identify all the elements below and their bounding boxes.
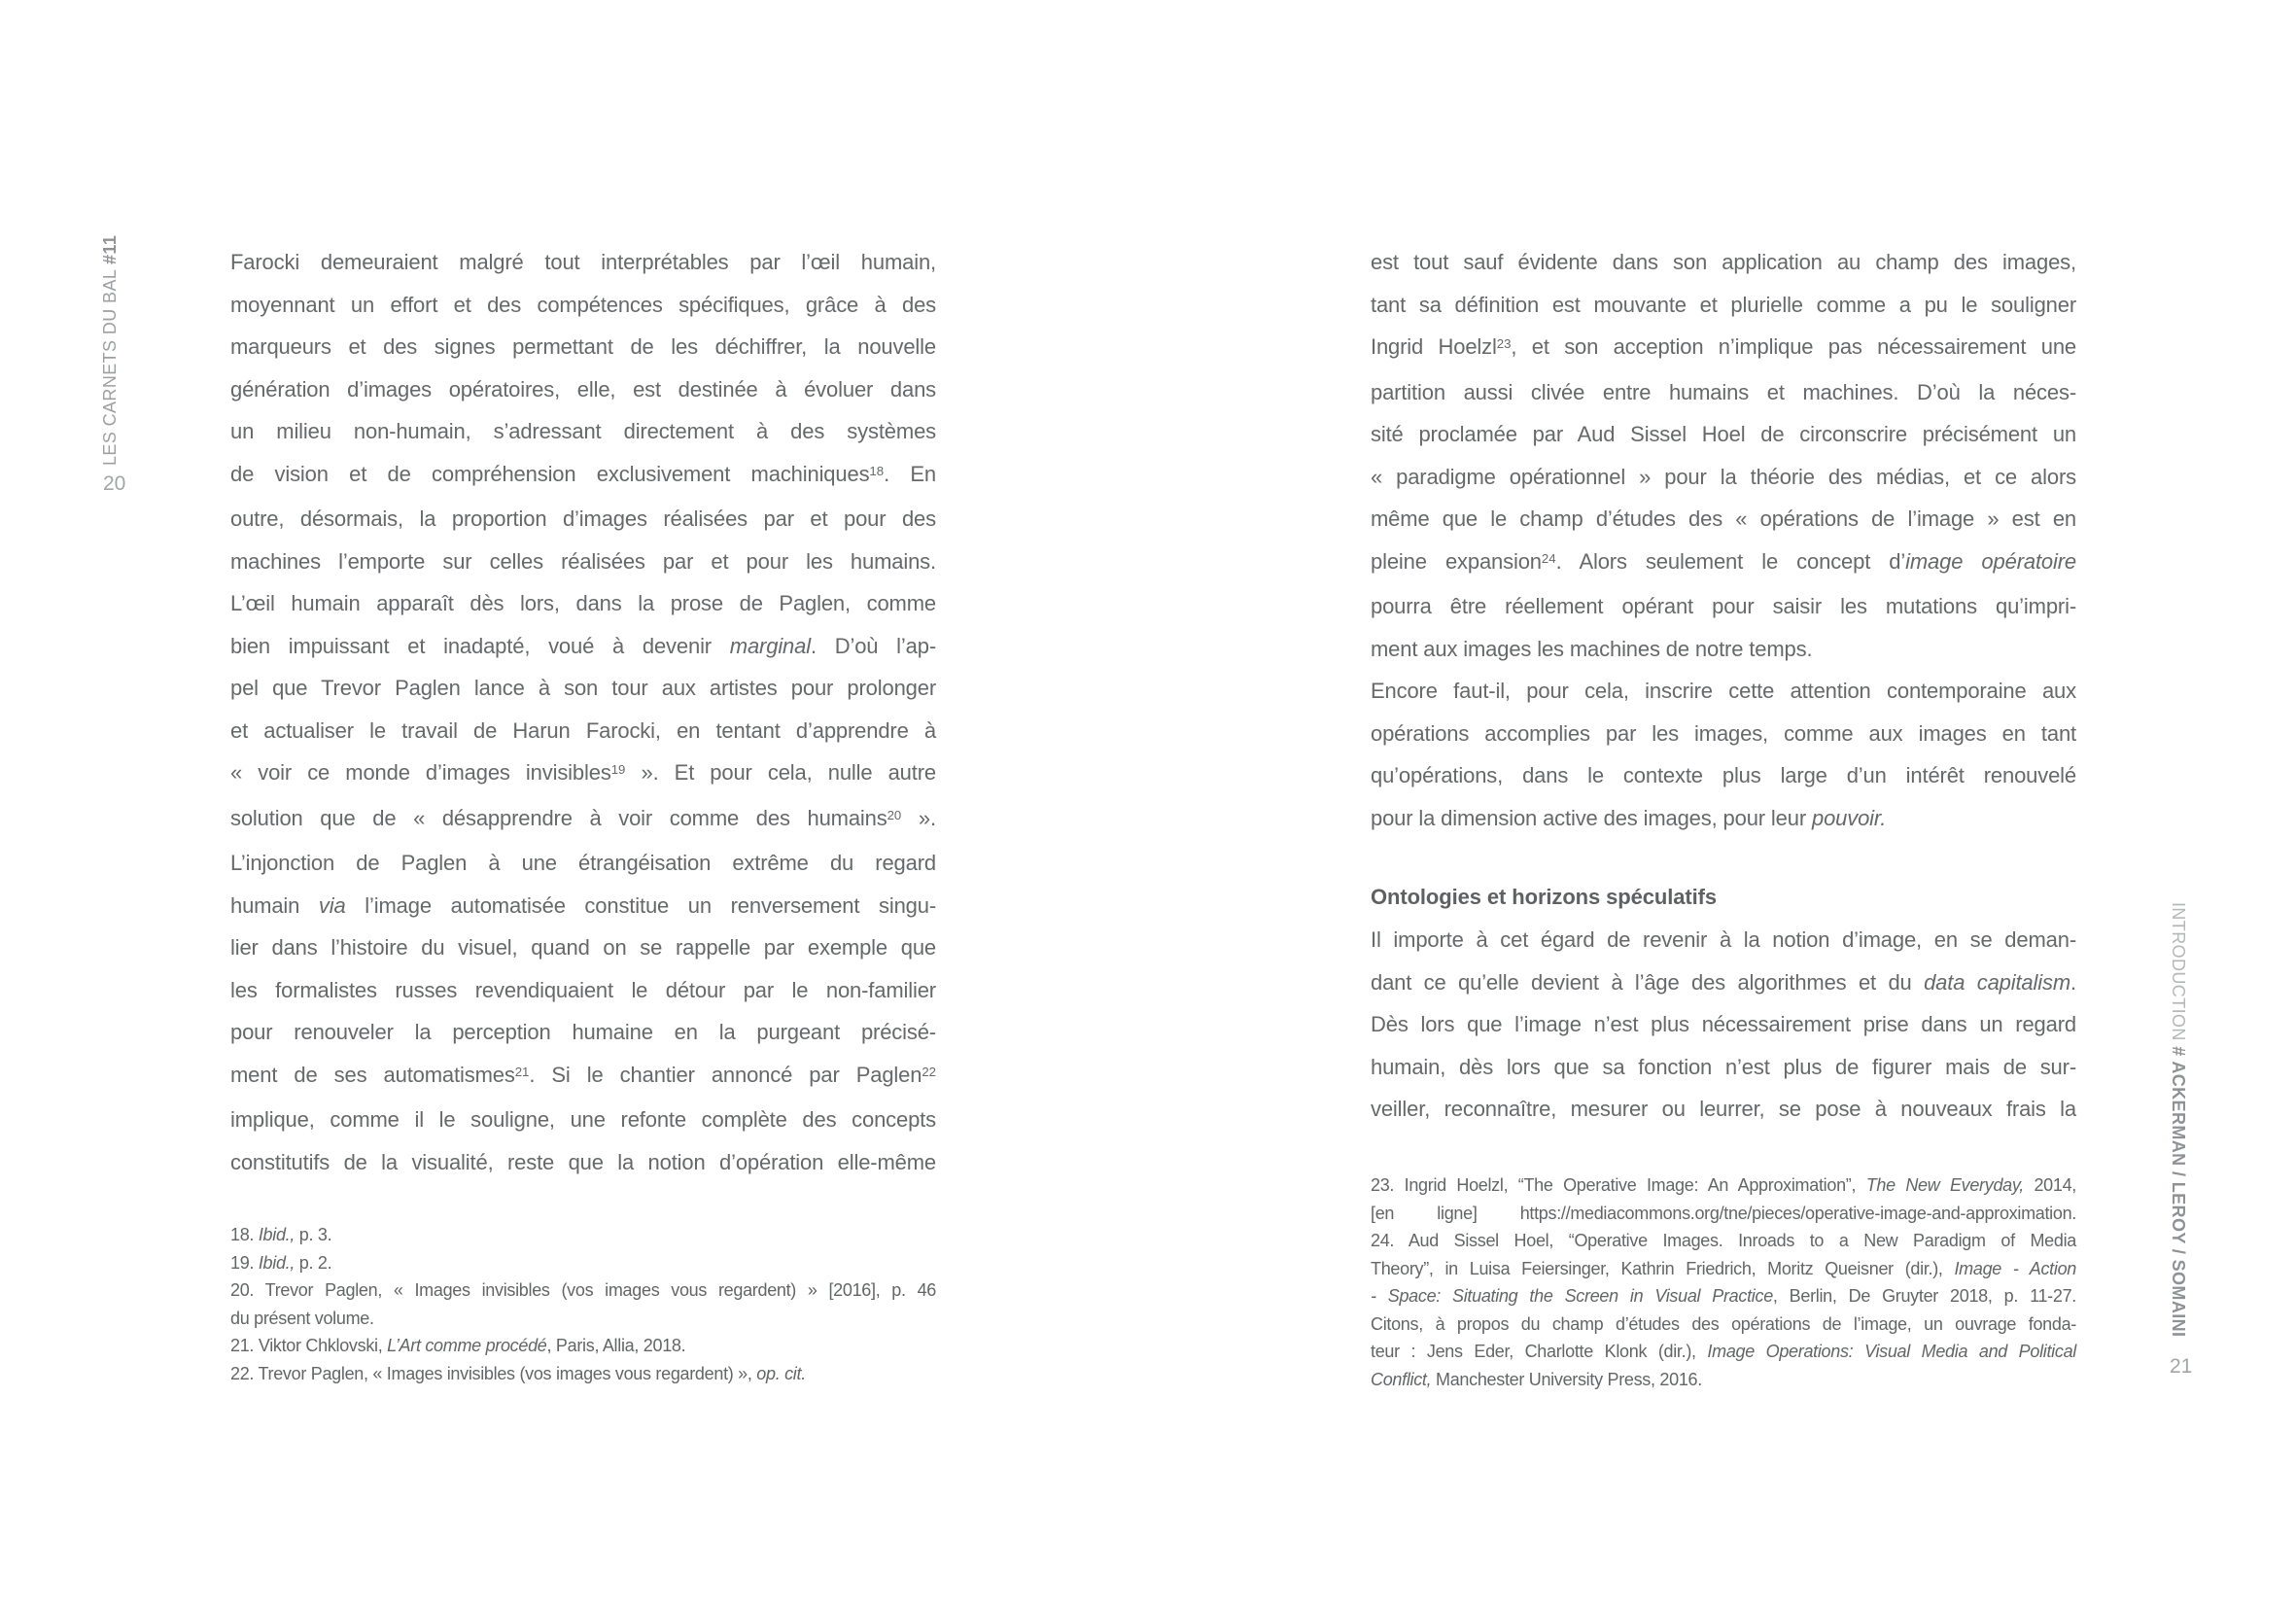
- text-line: pourra être réellement opérant pour saisir les mutations qu’impri-: [1371, 594, 2076, 618]
- text-line: « paradigme opérationnel » pour la théorie des médias, et ce alors: [1371, 464, 2076, 489]
- left-page-body: [230, 241, 936, 1183]
- text-line: partition aussi clivée entre humains et machines. D’où la néces-: [1371, 379, 2076, 404]
- text-line: ment de ses automatismes$^{21}$. Si le chantier annoncé par Paglen$^{22}$: [230, 1062, 937, 1087]
- text-line: bien impuissant et inadapté, voué à devenir marginal. D’où l’ap-: [230, 633, 937, 658]
- text-line: pour la dimension active des images, pour leur pouvoir.: [1371, 805, 1887, 830]
- text-line: teur : Jens Eder, Charlotte Klonk (dir.), Image Operations: Visual Media and Political: [1371, 1342, 2076, 1361]
- text-line: 19. Ibid., p. 2.: [230, 1252, 332, 1273]
- text-line: veiller, reconnaître, mesurer ou leurrer, se pose à nouveaux frais la: [1371, 1097, 2076, 1121]
- text-line: Il importe à cet égard de revenir à la notion d’image, en se deman-: [1371, 927, 2076, 952]
- text-line: - Space: Situating the Screen in Visual Practice, Berlin, De Gruyter 2018, p. 11-27.: [1371, 1286, 2076, 1306]
- text-line: L’injonction de Paglen à une étrangéisation extrême du regard: [230, 851, 936, 875]
- text-line: implique, comme il le souligne, une refonte complète des concepts: [230, 1107, 936, 1132]
- right-margin-label: [2168, 902, 2188, 1359]
- text-line: ment aux images les machines de notre temps.: [1371, 636, 1813, 661]
- text-line: machines l’emporte sur celles réalisées par et pour les humains.: [230, 548, 936, 574]
- issue-number: #11: [100, 234, 120, 264]
- text-line: Encore faut-il, pour cela, inscrire cette attention contemporaine aux: [1371, 679, 2076, 703]
- text-line: du présent volume.: [230, 1308, 374, 1328]
- text-line: humain via l’image automatisée constitue un renversement singu-: [230, 892, 937, 918]
- series-title: LES CARNETS DU BAL: [100, 264, 120, 466]
- text-line: 21. Viktor Chklovski, L’Art comme procédé, Paris, Allia, 2018.: [230, 1336, 686, 1355]
- text-line: « voir ce monde d’images invisibles$^{19}$ ». Et pour cela, nulle autre: [230, 760, 936, 785]
- page-number-right: 21: [2170, 1355, 2193, 1378]
- right-page-footnotes: [1371, 1171, 2076, 1393]
- text-line: génération d’images opératoires, elle, est destinée à évoluer dans: [230, 376, 936, 402]
- left-page-footnotes: [230, 1221, 936, 1387]
- left-margin-label: [100, 228, 121, 466]
- text-line: 24. Aud Sissel Hoel, “Operative Images. Inroads to a New Paradigm of Media: [1371, 1231, 2076, 1250]
- text-line: 22. Trevor Paglen, « Images invisibles (vos images vous regardent) », op. cit.: [230, 1363, 806, 1383]
- text-line: de vision et de compréhension exclusivement machiniques$^{18}$. En: [230, 461, 936, 486]
- text-line: Dès lors que l’image n’est plus nécessairement prise dans un regard: [1371, 1012, 2076, 1036]
- text-line: 20. Trevor Paglen, « Images invisibles (vos images vous regardent) » [2016], p. 46: [230, 1280, 936, 1300]
- text-line: Ingrid Hoelzl$^{23}$, et son acception n’implique pas nécessairement une: [1371, 334, 2076, 359]
- text-line: constitutifs de la visualité, reste que la notion d’opération elle-même: [230, 1149, 936, 1174]
- right-page-body-top: [1371, 241, 2076, 839]
- text-line: 23. Ingrid Hoelzl, “The Operative Image: An Approximation”, The New Everyday, 2014,: [1371, 1175, 2077, 1195]
- text-line: pour renouveler la perception humaine en la purgeant précisé-: [230, 1020, 936, 1044]
- authors-label: # ACKERMAN / LEROY / SOMAINI: [2169, 1046, 2188, 1338]
- text-line: Farocki demeuraient malgré tout interprétables par l’œil humain,: [230, 250, 936, 274]
- text-line: outre, désormais, la proportion d’images réalisées par et pour des: [230, 507, 936, 531]
- text-line: Conflict, Manchester University Press, 2016.: [1371, 1369, 1702, 1389]
- text-line: et actualiser le travail de Harun Farocki, en tentant d’apprendre à: [230, 717, 936, 743]
- text-line: tant sa définition est mouvante et plurielle comme a pu le souligner: [1371, 292, 2076, 317]
- text-line: sité proclamée par Aud Sissel Hoel de circonscrire précisément un: [1371, 422, 2076, 446]
- text-line: opérations accomplies par les images, comme aux images en tant: [1371, 720, 2076, 746]
- text-line: 18. Ibid., p. 3.: [230, 1225, 332, 1244]
- text-line: solution que de « désapprendre à voir comme des humains$^{20}$ ».: [230, 805, 936, 830]
- text-line: est tout sauf évidente dans son application au champ des images,: [1371, 250, 2076, 274]
- text-line: moyennant un effort et des compétences spécifiques, grâce à des: [230, 292, 936, 317]
- text-line: dant ce qu’elle devient à l’âge des algorithmes et du data capitalism.: [1371, 969, 2076, 995]
- text-line: même que le champ d’études des « opérations de l’image » est en: [1371, 507, 2076, 531]
- right-page-body-bottom: [1371, 919, 2076, 1131]
- text-line: les formalistes russes revendiquaient le détour par le non-familier: [230, 977, 936, 1002]
- text-line: Theory”, in Luisa Feiersinger, Kathrin Friedrich, Moritz Queisner (dir.), Image - Action: [1371, 1258, 2076, 1278]
- page-number-left: 20: [103, 472, 126, 495]
- text-line: qu’opérations, dans le contexte plus large d’un intérêt renouvelé: [1371, 763, 2076, 787]
- text-line: un milieu non-humain, s’adressant directement à des systèmes: [230, 419, 936, 443]
- text-line: pel que Trevor Paglen lance à son tour aux artistes pour prolonger: [230, 676, 936, 700]
- section-title: INTRODUCTION: [2169, 902, 2188, 1047]
- text-line: pleine expansion$^{24}$. Alors seulement le concept d’image opératoire: [1371, 548, 2077, 574]
- text-line: lier dans l’histoire du visuel, quand on se rappelle par exemple que: [230, 935, 936, 960]
- text-line: Citons, à propos du champ d’études des opérations de l’image, un ouvrage fonda-: [1371, 1313, 2076, 1334]
- text-line: L’œil humain apparaît dès lors, dans la prose de Paglen, comme: [230, 591, 936, 615]
- text-line: humain, dès lors que sa fonction n’est plus de figurer mais de sur-: [1371, 1054, 2076, 1079]
- text-line: [en ligne] https://mediacommons.org/tne/pieces/operative-image-and-approximation.: [1371, 1203, 2076, 1223]
- text-line: marqueurs et des signes permettant de les déchiffrer, la nouvelle: [230, 334, 936, 359]
- section-heading: Ontologies et horizons spéculatifs: [1371, 885, 1717, 909]
